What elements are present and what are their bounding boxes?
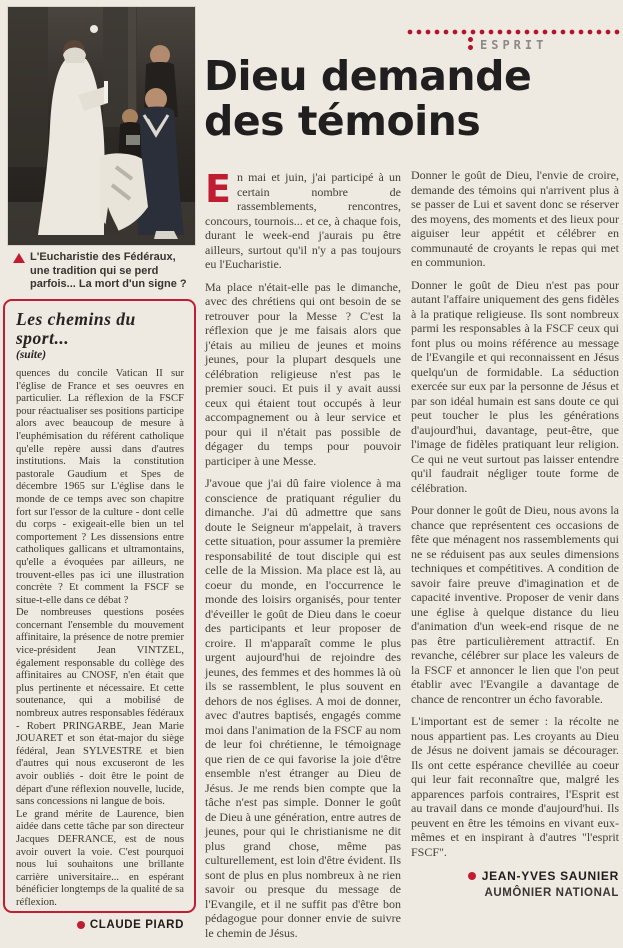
sidebar-signature <box>16 919 184 931</box>
sidebar-paragraph: Le grand mérite de Laurence, bien aidée dans cette tâche par son directeur Jacques DEFRANCE, est de nous avoir ouvert la voie. C'est pourquoi nous lui souhaitons une brillante carrière universitaire... en espérant bénéficier longtemps de la qualité de sa réflexion. <box>16 808 184 908</box>
photo-caption-text: L'Eucharistie des Fédéraux, une tradition qui se perd parfois... La mort d'un signe ? <box>30 251 187 290</box>
section-label <box>468 38 547 52</box>
sidebar-author: CLAUDE PIARD <box>89 918 184 931</box>
red-dot-icon <box>77 921 85 929</box>
article-paragraph: Donner le goût de Dieu n'est pas pour autant l'affaire uniquement des gens fidèles à la pratique religieuse. Ils sont nombreux parmi les responsables à la FSCF ceux qui font plus ou moins référence au message de l'Evangile et qui reconnaissent en Jésus quelqu'un de formidable. La séduction exercée sur eux par la personne de Jésus et par son idéal humain est sans doute ce qui peut toucher le plus les générations d'aujourd'hui, davantage, peut-être, que l'image de fidèles pratiquant leur religion. Ce qui ne veut surtout pas laisser entendre qu'il faudrait négliger toute forme de célébration. <box>411 277 619 495</box>
dotted-rule <box>407 29 621 35</box>
photo-caption <box>13 251 191 292</box>
sidebar-title: Les chemins du sport... <box>16 309 136 348</box>
eucharist-photo <box>8 7 195 245</box>
article-paragraph-text: n mai et juin, j'ai participé à un certain nombre de rassemblements, rencontres, concours, tournois... et ce, à chaque fois, durant le week-end j'aurais pu être ailleurs, surtout qu'il n'y a pas toujours eu l'Eucharistie. <box>205 170 401 271</box>
article-title <box>204 54 614 144</box>
article-paragraph: Ma place n'était-elle pas le dimanche, avec des chrétiens qui ont besoin de se retrouver pour la Messe ? C'est la réflexion que je me faisais alors que j'étais au milieu de jeunes et moins jeunes, pour la plupart desquels une célébration religieuse n'est pas le premier souci. Et puis il y avait aussi ceux qui étaient tout occupés à leur accompagnement ou à leur service et pour qui il n'était pas possible de dégager du temps pour pouvoir participer à une Messe. <box>205 279 401 468</box>
article-signature <box>411 869 619 900</box>
section-label-text: ESPRIT <box>480 38 548 52</box>
eucharist-photo-image <box>8 7 195 245</box>
article-author-role: AUMÔNIER NATIONAL <box>484 886 619 899</box>
red-dot-icon <box>468 872 476 880</box>
article-title-line2: des témoins <box>204 97 481 145</box>
colon-mark-icon <box>468 45 473 50</box>
article-paragraph: J'avoue que j'ai dû faire violence à ma conscience de pratiquant régulier du dimanche. J'ai dû admettre que sans doute le Seigneur m'appelait, à travers cette situation, pour assumer la première responsabilité de tout disciple qui est celle de la Mission. Ma place est là, au coeur du monde, en l'occurrence le monde des loisirs organisés, pour tenter d'éveiller le goût de Dieu dans le coeur des participants et leur proposer de croire. Il m'apparaît comme le plus urgent aujourd'hui de rejoindre des jeunes, des femmes et des hommes là où ils se rassemblent, le plus souvent en dehors de nos églises. A moi de donner, avec d'autres baptisés, engagés comme moi dans l'animation de la FSCF au nom de leur foi chrétienne, le témoignage que rien de ce qui favorise la joie d'être ensemble n'est étranger au Dieu de Jésus. Je me rends bien compte que la tâche n'est pas simple. Donner le goût de Dieu à une génération, entre autres de jeunes, pour qui le christianisme ne dit plus grand chose, même pas culturellement, est loin d'être évident. Ils sont de plus en plus nombreux à ne rien savoir ou presque du message de l'Evangile, et il ne suffit pas d'être bon pédagogue pour donner envie de suivre le chemin de Jésus. <box>205 476 401 940</box>
article-author: JEAN-YVES SAUNIER <box>481 869 619 883</box>
article-title-line1: Dieu demande <box>204 52 532 100</box>
dropcap-letter: E <box>205 167 231 211</box>
article-paragraph: Pour donner le goût de Dieu, nous avons la chance que représentent ces occasions de fête que ménagent nos rassemblements qui ne se réduisent pas aux seules dimensions techniques et compétitives. A condition de savoir faire preuve d'imagination et de capacité inventive. Proposer de venir dans une église à quelque distance du lieu d'animation d'un week-end risque de ne pas être particulièrement attractif. En revanche, célébrer sur place les valeurs de la FSCF et annoncer le lien que l'on peut établir avec l'Evangile a davantage de chance de rencontrer un écho favorable. <box>411 503 619 706</box>
sidebar-paragraph: De nombreuses questions posées concernant l'ensemble du mouvement affinitaire, la présence de notre premier vice-président Jean VINTZEL, également responsable du collège des affinitaires au CNOSF, n'en était que plus pertinente et nécessaire. Et cette soutenance, qui a mobilisé de nombreux autres responsables fédéraux - Robert PRINGARBE, Jean Marie JOUARET et son état-major du siège fédéral, Jean SYLVESTRE et bien d'autres qui nous excuseront de les avoir oubliés - doit être le point de départ d'une réflexion nouvelle, lucide, sans concessions ni langue de bois. <box>16 607 184 808</box>
article-paragraph: Donner le goût de Dieu, l'envie de croire, demande des témoins qui n'arrivent plus à se passer de Lui et savent donc se réserver des moyens, des moments et des lieux pour aiguiser leur appétit et célébrer en communauté de croyants le repas qui met en communion. <box>411 168 619 269</box>
article-column-right <box>411 168 619 900</box>
sidebar-article <box>3 299 196 931</box>
article-column-left <box>205 167 401 948</box>
triangle-icon <box>13 253 25 263</box>
sidebar-paragraph: quences du concile Vatican II sur l'église de France et ses oeuvres en particulier. La réflexion de la FSCF pour réactualiser ses positions participe alors avec beaucoup de mesure à l'euphémisation du référent catholique qu'elle repère aussi dans d'autres institutions. Mais la constitution pastorale Gaudium et Spes de décembre 1965 sur L'église dans le monde de ce temps avec son chapitre fort sur l'essor de la culture - dont celle du corps - exigeait-elle bien un tel comportement ? Les dissensions entre catholiques gallicans et ultramontains, qu'elle a évoquées par ailleurs, ne trouvent-elles pas ici une illustration concrète ? Et comment la FSCF se situe-t-elle dans ce débat ? <box>16 368 184 606</box>
sidebar-subtitle: (suite) <box>16 349 47 361</box>
article-paragraph: L'important est de semer : la récolte ne nous appartient pas. Les croyants au Dieu de Jésus ne doivent jamais se décourager. Ils ont cette espérance chevillée au coeur qui leur fait reconnaître que, malgré les apparences parfois contraires, l'Esprit est au travail dans ce monde d'aujourd'hui. Ils peuvent en être les témoins en vivant eux-mêmes et en inspirant à d'autres "l'esprit FSCF". <box>411 714 619 859</box>
article-paragraph <box>205 167 401 272</box>
